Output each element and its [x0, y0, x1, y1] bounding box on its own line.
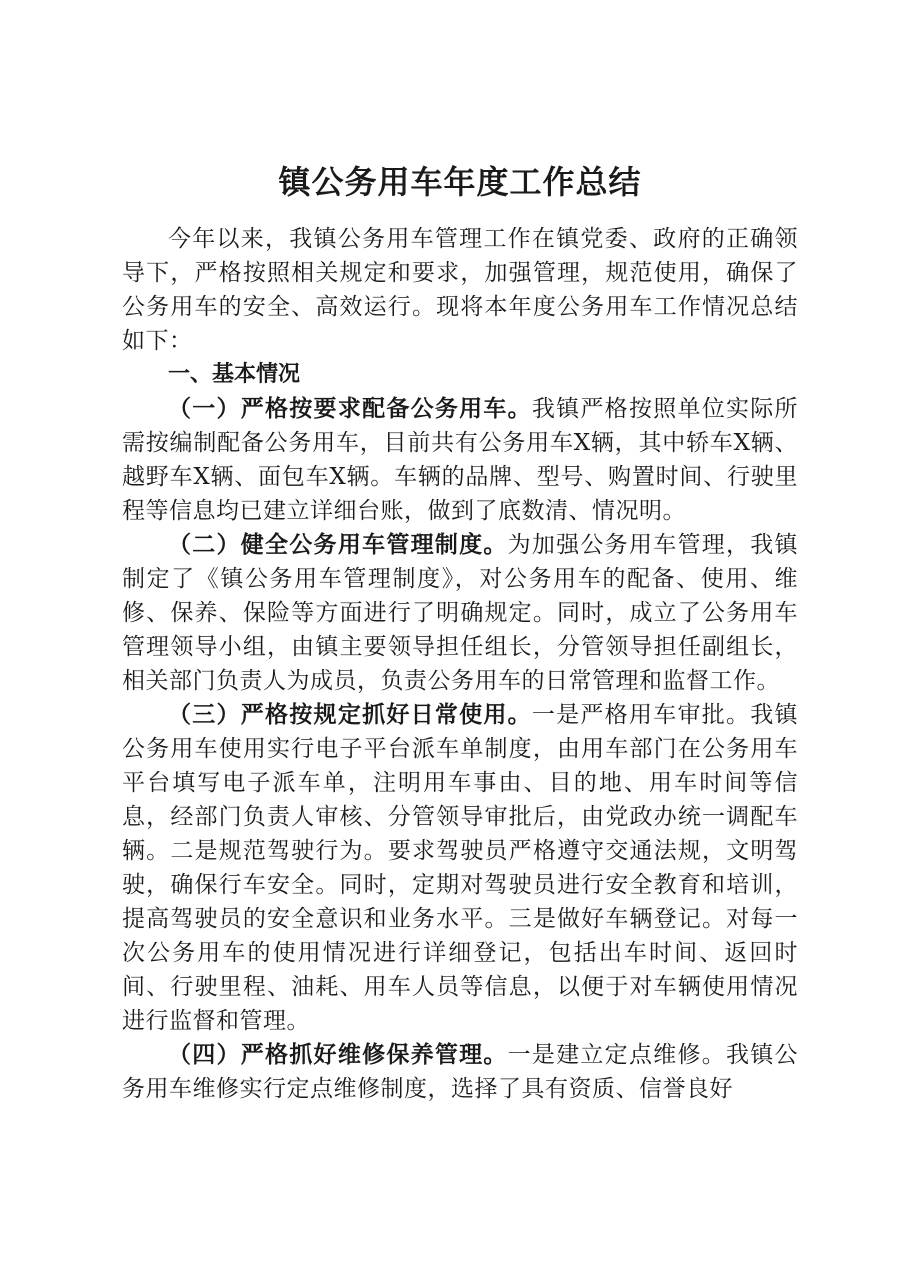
item-lead-2: （二）健全公务用车管理制度。	[168, 531, 508, 558]
item-paragraph-3	[122, 698, 798, 1038]
item-body-2: 为加强公务用车管理，我镇制定了《镇公务用车管理制度》，对公务用车的配备、使用、维修、保养、保险等方面进行了明确规定。同时，成立了公务用车管理领导小组，由镇主要领导担任组长，分管领导担任副组长，相关部门负责人为成员，负责公务用车的日常管理和监督工作。	[122, 532, 799, 694]
section-heading-basic: 一、基本情况	[168, 362, 301, 387]
item-lead-1: （一）严格按要求配备公务用车。	[168, 395, 532, 422]
item-paragraph-2	[122, 528, 798, 698]
item-lead-3: （三）严格按规定抓好日常使用。	[168, 701, 532, 728]
document-title: 镇公务用车年度工作总结	[278, 163, 642, 201]
item-paragraph-4	[122, 1038, 798, 1106]
intro-paragraph: 今年以来，我镇公务用车管理工作在镇党委、政府的正确领导下，严格按照相关规定和要求，加强管理，规范使用，确保了公务用车的安全、高效运行。现将本年度公务用车工作情况总结如下：	[122, 226, 798, 354]
item-body-3: 一是严格用车审批。我镇公务用车使用实行电子平台派车单制度，由用车部门在公务用车平台填写电子派车单，注明用车事由、目的地、用车时间等信息，经部门负责人审核、分管领导审批后，由党政办统一调配车辆。二是规范驾驶行为。要求驾驶员严格遵守交通法规，文明驾驶，确保行车安全。同时，定期对驾驶员进行安全教育和培训，提高驾驶员的安全意识和业务水平。三是做好车辆登记。对每一次公务用车的使用情况进行详细登记，包括出车时间、返回时间、行驶里程、油耗、用车人员等信息，以便于对车辆使用情况进行监督和管理。	[122, 702, 799, 1034]
item-body-1: 我镇严格按照单位实际所需按编制配备公务用车，目前共有公务用车X辆，其中轿车X辆、越野车X辆、面包车X辆。车辆的品牌、型号、购置时间、行驶里程等信息均已建立详细台账，做到了底数清、情况明。	[122, 396, 799, 524]
item-lead-4: （四）严格抓好维修保养管理。	[168, 1041, 508, 1068]
item-body-4: 一是建立定点维修。我镇公务用车维修实行定点维修制度，选择了具有资质、信誉良好	[122, 1042, 799, 1102]
item-paragraph-1	[122, 392, 798, 528]
document-body	[122, 156, 798, 1106]
